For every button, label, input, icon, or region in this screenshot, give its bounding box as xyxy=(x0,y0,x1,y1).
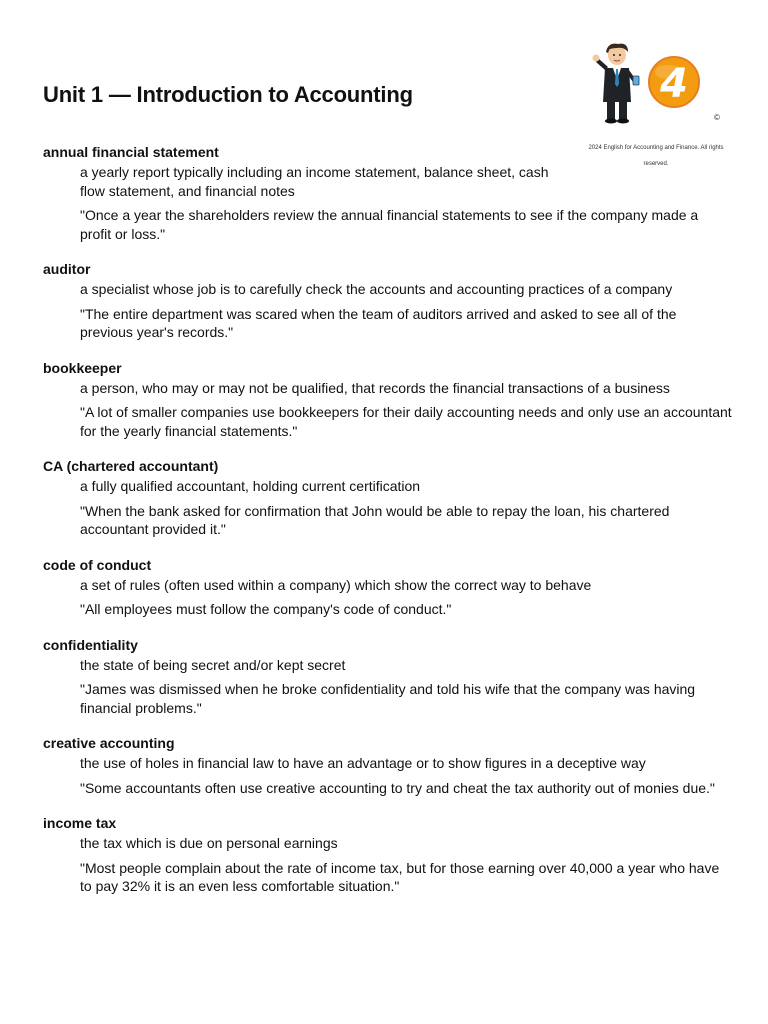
unit-badge-number: 4 xyxy=(660,61,688,107)
glossary-definition: a fully qualified accountant, holding current certification xyxy=(80,478,421,494)
glossary-definition: a person, who may or may not be qualified, that records the financial transactions of a business xyxy=(80,379,670,396)
glossary-definition: the use of holes in financial law to have an advantage or to show figures in a deceptive way xyxy=(80,755,646,771)
page-title: Unit 1 — Introduction to Accounting xyxy=(43,82,413,107)
glossary-example: "When the bank asked for confirmation that John would be able to repay the loan, his chartered accountant provided it." xyxy=(80,502,670,537)
glossary-example: "The entire department was scared when the team of auditors arrived and asked to see all of the previous year's records." xyxy=(80,305,677,340)
glossary-example: "Once a year the shareholders review the annual financial statements to see if the company made a profit or loss." xyxy=(80,207,699,242)
glossary-term: income tax xyxy=(43,815,117,831)
businessman-icon xyxy=(586,40,706,125)
glossary-entry xyxy=(43,636,733,718)
glossary-term: annual financial statement xyxy=(43,144,219,160)
glossary-definition: the tax which is due on personal earnings xyxy=(80,835,338,851)
glossary-definition: the state of being secret and/or kept secret xyxy=(80,656,346,673)
glossary-list xyxy=(43,143,733,913)
glossary-example: "All employees must follow the company's code of conduct." xyxy=(80,601,452,617)
glossary-entry xyxy=(43,556,733,619)
glossary-entry xyxy=(43,359,733,441)
glossary-definition: a yearly report typically including an income statement, balance sheet, cash flow statement, and financial notes xyxy=(80,164,549,199)
glossary-term: bookkeeper xyxy=(43,359,122,376)
glossary-term: creative accounting xyxy=(43,735,175,751)
glossary-term: confidentiality xyxy=(43,636,138,653)
copyright-notice: 2024 English for Accounting and Finance. All rights reserved. xyxy=(588,145,724,167)
glossary-example: "James was dismissed when he broke confidentiality and told his wife that the company was having financial problems." xyxy=(80,681,696,716)
glossary-example: "Some accountants often use creative accounting to try and cheat the tax authority out of monies due." xyxy=(80,779,715,796)
glossary-entry xyxy=(43,260,733,342)
glossary-entry xyxy=(43,457,733,539)
glossary-term: CA (chartered accountant) xyxy=(43,458,219,474)
glossary-example: "A lot of smaller companies use bookkeepers for their daily accounting needs and only use an accountant for the yearly financial statements." xyxy=(80,404,732,439)
glossary-definition: a specialist whose job is to carefully check the accounts and accounting practices of a company xyxy=(80,281,673,297)
glossary-entry xyxy=(43,814,733,896)
glossary-term: auditor xyxy=(43,261,91,277)
copyright-symbol: © xyxy=(714,113,720,122)
glossary-definition: a set of rules (often used within a company) which show the correct way to behave xyxy=(80,576,592,593)
glossary-example: "Most people complain about the rate of income tax, but for those earning over 40,000 a year who have to pay 32% it is an even less comfortable situation." xyxy=(80,859,720,894)
glossary-entry xyxy=(43,734,733,797)
glossary-term: code of conduct xyxy=(43,556,152,573)
glossary-entry xyxy=(43,143,733,243)
